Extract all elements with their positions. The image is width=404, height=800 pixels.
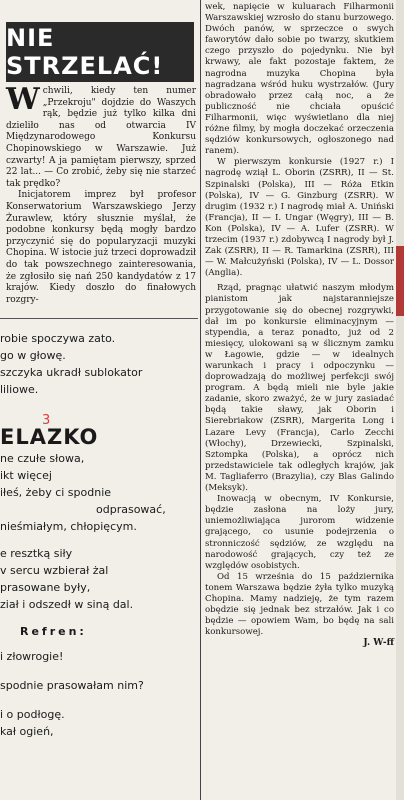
article-paragraph: Od 15 września do 15 października tonem Warszawa będzie żyła tylko muzyką Chopina. Mamy nadzieję, że tym razem obędzie się jednak bez strzałów. Jak i co będzie — opowiem Wam, bo będę na sali konkursowej. xyxy=(205,571,394,638)
lyric-line: ne czułe słowa, xyxy=(0,452,85,465)
lyric-line: e resztką siły xyxy=(0,547,73,560)
column-rule xyxy=(200,0,201,800)
lyric-line: spodnie prasowałam nim? xyxy=(0,679,144,692)
lyric-line: i złowrogie! xyxy=(0,650,64,663)
lyric-line: nieśmiałym, chłopięcym. xyxy=(0,520,137,533)
article-paragraph: wek, napięcie w kuluarach Filharmonii Warszawskiej wzrosło do stanu burzowego. Dwóch panów, w sprzeczce o swych faworytów dało sobie po twarzy, skutkiem czego przyszło do pojedynku. Nie był krwawy, ale fakt pozostaje faktem, że nagrodna muzyka Chopina była nagradzana wśród huku wystrzałów. (Jury obradowało przez całą noc, a że publiczność nie chciała opuścić Filharmonii, więc wyświetlano dla niej różne filmy, by mogła doczekać orzeczenia sędziów konkursowych, ogłoszonego nad ranem). xyxy=(205,2,394,157)
song-heading: ELAZKO xyxy=(0,425,99,449)
lyric-spacer xyxy=(0,535,200,545)
lyric-line: go w głowę. xyxy=(0,349,66,362)
article-column-1 xyxy=(6,82,196,306)
lyric-line: v sercu wzbierał żal xyxy=(0,564,109,577)
lyric-line: liliowe. xyxy=(0,383,39,396)
article-title: NIE STRZELAĆ! xyxy=(6,24,164,80)
section-divider xyxy=(0,318,198,319)
article-paragraph: W pierwszym konkursie (1927 r.) I nagrodę wziął L. Oborin (ZSRR), II — St. Szpinalski (Polska), III — Róża Etkin (Polska), IV — G. Ginzburg (ZSRR). W drugim (1932 r.) I nagrodę miał A. Uniński (Francja), II — I. Ungar (Węgry), III — B. Kon (Polska), IV — A. Lufer (ZSRR). W trzecim (1937 r.) zdobywcą I nagrody był J. Zak (ZSRR), II — R. Tamarkina (ZSRR), III — W. Małcużyński (Polska), IV — L. Dossor (Anglia). xyxy=(205,157,394,279)
lyric-line: prasowane były, xyxy=(0,581,91,594)
lyric-line: kał ogień, xyxy=(0,725,54,738)
lyric-line: ział i odszedł w siną dal. xyxy=(0,598,134,611)
adjacent-page-edge xyxy=(396,0,404,800)
article-paragraph: Inicjatorem imprez był profesor Konserwatorium Warszawskiego Jerzy Żurawlew, który słusznie myślał, że podobne konkursy będą mogły bardzo przyczynić się do popularyzacji muzyki Chopina. W istocie już trzeci doprowadził do tak powszechnego zainteresowania, że zgłosiło się nań 250 kandydatów z 17 krajów. Kiedy doszło do finałowych rozgry- xyxy=(6,190,196,305)
song-number: 3 xyxy=(42,413,51,428)
lyric-line: robie spoczywa zato. xyxy=(0,332,116,345)
lyric-spacer xyxy=(0,665,200,677)
article-title-banner xyxy=(6,22,194,82)
lyric-line: odprasować, xyxy=(96,503,166,516)
adjacent-page-red-block xyxy=(396,246,404,316)
article-column-2 xyxy=(205,2,394,649)
song-lyrics xyxy=(0,330,200,740)
lyric-spacer xyxy=(0,694,200,706)
article-signature: J. W-ff xyxy=(363,638,394,649)
refrain-label: Refren: xyxy=(20,625,87,638)
article-paragraph: Rząd, pragnąc ułatwić naszym młodym pianistom jak najstaranniejsze przygotowanie się do obecnej rozgrywki, dał im po konkursie eliminacyjnym — stypendia, a teraz ponadto, już od 2 miesięcy, ulokowani są w ślicznym zamku w Łagowie, gdzie — w idealnych warunkach i pracy i odpoczynku — doprowadzają do możliwej perfekcji swój program. A będą mieli nie byle jakie zadanie, skoro zważyć, że w jury zasiadać będą takie sławy, jak Oborin i Sierebriakow (ZSRR), Margerita Long i Lazare Levy (Francja), Carlo Zecchi (Włochy), Drzewiecki, Szpinalski, Sztompka (Polska), a oprócz nich przedstawiciele tak odległych krajów, jak M. Tagliaferro (Brazylia), czy Blas Galindo (Meksyk). xyxy=(205,283,394,494)
lyric-line: szczyka ukradł sublokator xyxy=(0,366,143,379)
lyric-line: ikt więcej xyxy=(0,469,52,482)
lyric-line: iłeś, żeby ci spodnie xyxy=(0,486,112,499)
article-paragraph: Inowacją w obecnym, IV Konkursie, będzie zasłona na loży jury, uniemożliwiająca jurorom widzenie grającego, co usunie podejrzenia o stronniczość sędziów, ze względu na narodowość grających, czy też ze względów osobistych. xyxy=(205,494,394,571)
lyric-line: i o podłogę. xyxy=(0,708,65,721)
dropcap-letter: W xyxy=(6,82,40,117)
article-paragraph: chwili, kiedy ten numer „Przekroju" dojdzie do Waszych rąk, będzie już tylko kilka dni dzieliło nas od otwarcia IV Międzynarodowego Konkursu Chopinowskiego w Warszawie. Już czwarty! A ja pamiętam pierwszy, sprzed 22 lat... — Co zrobić, żeby się nie starzeć tak prędko? xyxy=(6,86,196,189)
